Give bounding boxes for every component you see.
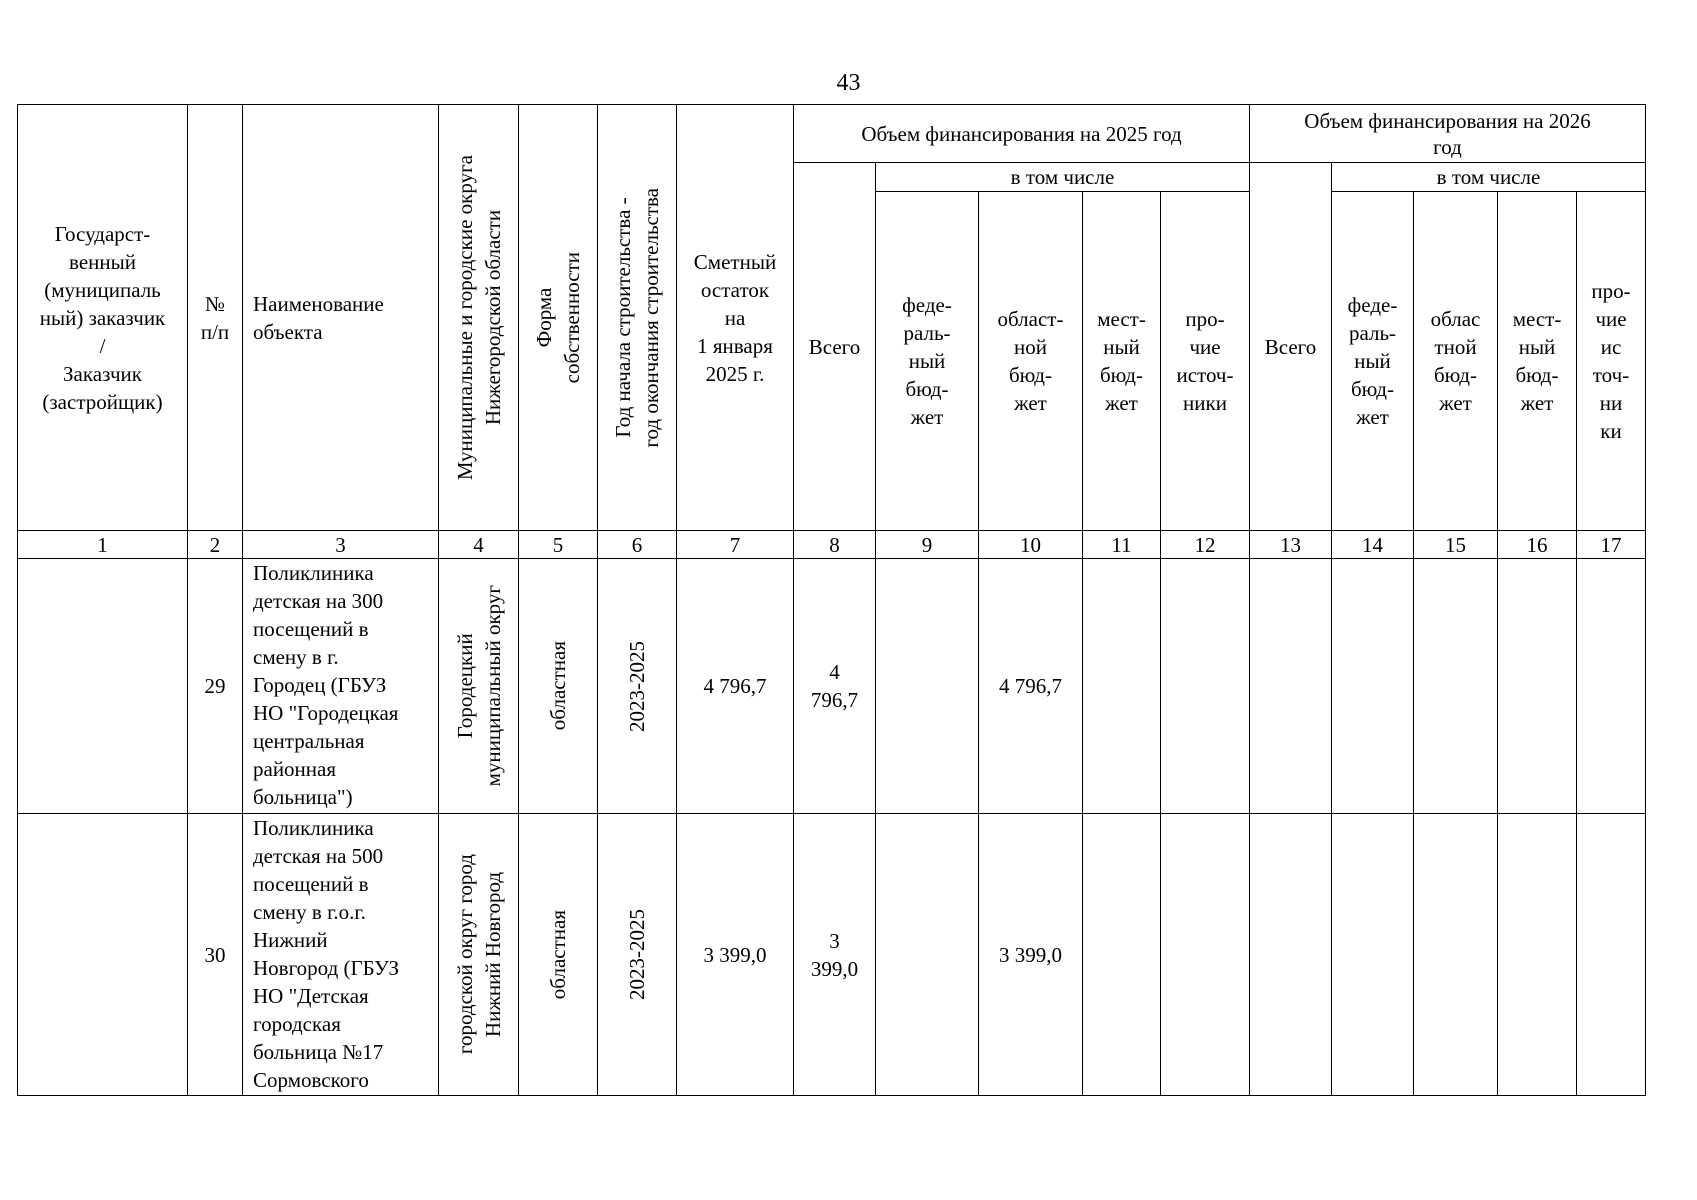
cell-regional-2025: 4 796,7 bbox=[979, 559, 1083, 814]
header-total-2025: Всего bbox=[794, 163, 876, 531]
header-years-text: Год начала строительства - год окончания строительства bbox=[611, 187, 663, 448]
cell-federal-2026 bbox=[1332, 814, 1414, 1096]
cell-other-2025 bbox=[1161, 559, 1250, 814]
cell-customer bbox=[18, 814, 188, 1096]
cell-district-text: Городецкий муниципальный округ bbox=[452, 585, 505, 787]
header-num: № п/п bbox=[188, 105, 243, 531]
column-number: 11 bbox=[1083, 531, 1161, 559]
cell-num: 30 bbox=[188, 814, 243, 1096]
cell-ownership-text: областная bbox=[546, 641, 570, 731]
header-years bbox=[598, 105, 677, 531]
cell-num: 29 bbox=[188, 559, 243, 814]
column-number: 1 bbox=[18, 531, 188, 559]
header-customer: Государст- венный (муниципаль ный) заказчик / Заказчик (застройщик) bbox=[18, 105, 188, 531]
cell-total-2025: 3 399,0 bbox=[794, 814, 876, 1096]
header-other-2026: про- чие ис точ- ни ки bbox=[1577, 192, 1646, 531]
table-row bbox=[18, 814, 1646, 1096]
header-federal-2026: феде- раль- ный бюд- жет bbox=[1332, 192, 1414, 531]
cell-federal-2025 bbox=[876, 559, 979, 814]
cell-federal-2025 bbox=[876, 814, 979, 1096]
cell-object-name: Поликлиника детская на 300 посещений в смену в г. Городец (ГБУЗ НО "Городецкая центральная районная больница") bbox=[243, 559, 439, 814]
header-district bbox=[439, 105, 519, 531]
column-number: 7 bbox=[677, 531, 794, 559]
header-regional-2025: област- ной бюд- жет bbox=[979, 192, 1083, 531]
column-number: 2 bbox=[188, 531, 243, 559]
column-number: 6 bbox=[598, 531, 677, 559]
cell-district bbox=[439, 559, 519, 814]
cell-customer bbox=[18, 559, 188, 814]
column-number: 13 bbox=[1250, 531, 1332, 559]
column-number: 16 bbox=[1498, 531, 1577, 559]
cell-regional-2026 bbox=[1414, 559, 1498, 814]
header-ownership bbox=[519, 105, 598, 531]
column-number: 5 bbox=[519, 531, 598, 559]
header-federal-2025: феде- раль- ный бюд- жет bbox=[876, 192, 979, 531]
cell-years bbox=[598, 559, 677, 814]
column-number: 17 bbox=[1577, 531, 1646, 559]
cell-regional-2026 bbox=[1414, 814, 1498, 1096]
cell-total-2026 bbox=[1250, 814, 1332, 1096]
cell-total-2025: 4 796,7 bbox=[794, 559, 876, 814]
column-number: 10 bbox=[979, 531, 1083, 559]
column-number: 12 bbox=[1161, 531, 1250, 559]
header-ownership-text: Форма собственности bbox=[532, 251, 584, 384]
cell-ownership bbox=[519, 814, 598, 1096]
cell-remainder: 4 796,7 bbox=[677, 559, 794, 814]
cell-total-2026 bbox=[1250, 559, 1332, 814]
cell-local-2026 bbox=[1498, 814, 1577, 1096]
column-number: 9 bbox=[876, 531, 979, 559]
header-incl-2025: в том числе bbox=[876, 163, 1250, 192]
header-total-2026: Всего bbox=[1250, 163, 1332, 531]
column-number: 4 bbox=[439, 531, 519, 559]
header-funding-2025: Объем финансирования на 2025 год bbox=[794, 105, 1250, 163]
cell-years bbox=[598, 814, 677, 1096]
cell-years-text: 2023-2025 bbox=[625, 640, 649, 732]
column-number: 8 bbox=[794, 531, 876, 559]
header-local-2026: мест- ный бюд- жет bbox=[1498, 192, 1577, 531]
cell-other-2026 bbox=[1577, 559, 1646, 814]
header-other-2025: про- чие источ- ники bbox=[1161, 192, 1250, 531]
cell-district bbox=[439, 814, 519, 1096]
cell-local-2026 bbox=[1498, 559, 1577, 814]
header-row-1 bbox=[18, 105, 1646, 163]
header-district-text: Муниципальные и городские округа Нижегородской области bbox=[452, 154, 505, 481]
header-object-name: Наименование объекта bbox=[243, 105, 439, 531]
cell-other-2025 bbox=[1161, 814, 1250, 1096]
cell-ownership-text: областная bbox=[546, 909, 570, 1000]
column-number: 3 bbox=[243, 531, 439, 559]
investment-program-table bbox=[17, 104, 1646, 1096]
cell-years-text: 2023-2025 bbox=[625, 909, 649, 1000]
cell-local-2025 bbox=[1083, 559, 1161, 814]
cell-regional-2025: 3 399,0 bbox=[979, 814, 1083, 1096]
cell-remainder: 3 399,0 bbox=[677, 814, 794, 1096]
cell-object-name: Поликлиника детская на 500 посещений в смену в г.о.г. Нижний Новгород (ГБУЗ НО "Детская городская больница №17 Сормовского bbox=[243, 814, 439, 1096]
cell-ownership bbox=[519, 559, 598, 814]
cell-district-text: городской округ город Нижний Новгород bbox=[452, 854, 505, 1055]
column-number: 15 bbox=[1414, 531, 1498, 559]
column-number: 14 bbox=[1332, 531, 1414, 559]
header-funding-2026: Объем финансирования на 2026 год bbox=[1250, 105, 1646, 163]
table-row bbox=[18, 559, 1646, 814]
header-remainder: Сметный остаток на 1 января 2025 г. bbox=[677, 105, 794, 531]
cell-federal-2026 bbox=[1332, 559, 1414, 814]
cell-other-2026 bbox=[1577, 814, 1646, 1096]
header-regional-2026: облас тной бюд- жет bbox=[1414, 192, 1498, 531]
cell-local-2025 bbox=[1083, 814, 1161, 1096]
page-number: 43 bbox=[836, 70, 861, 96]
column-number-row bbox=[18, 531, 1646, 559]
header-local-2025: мест- ный бюд- жет bbox=[1083, 192, 1161, 531]
header-incl-2026: в том числе bbox=[1332, 163, 1646, 192]
